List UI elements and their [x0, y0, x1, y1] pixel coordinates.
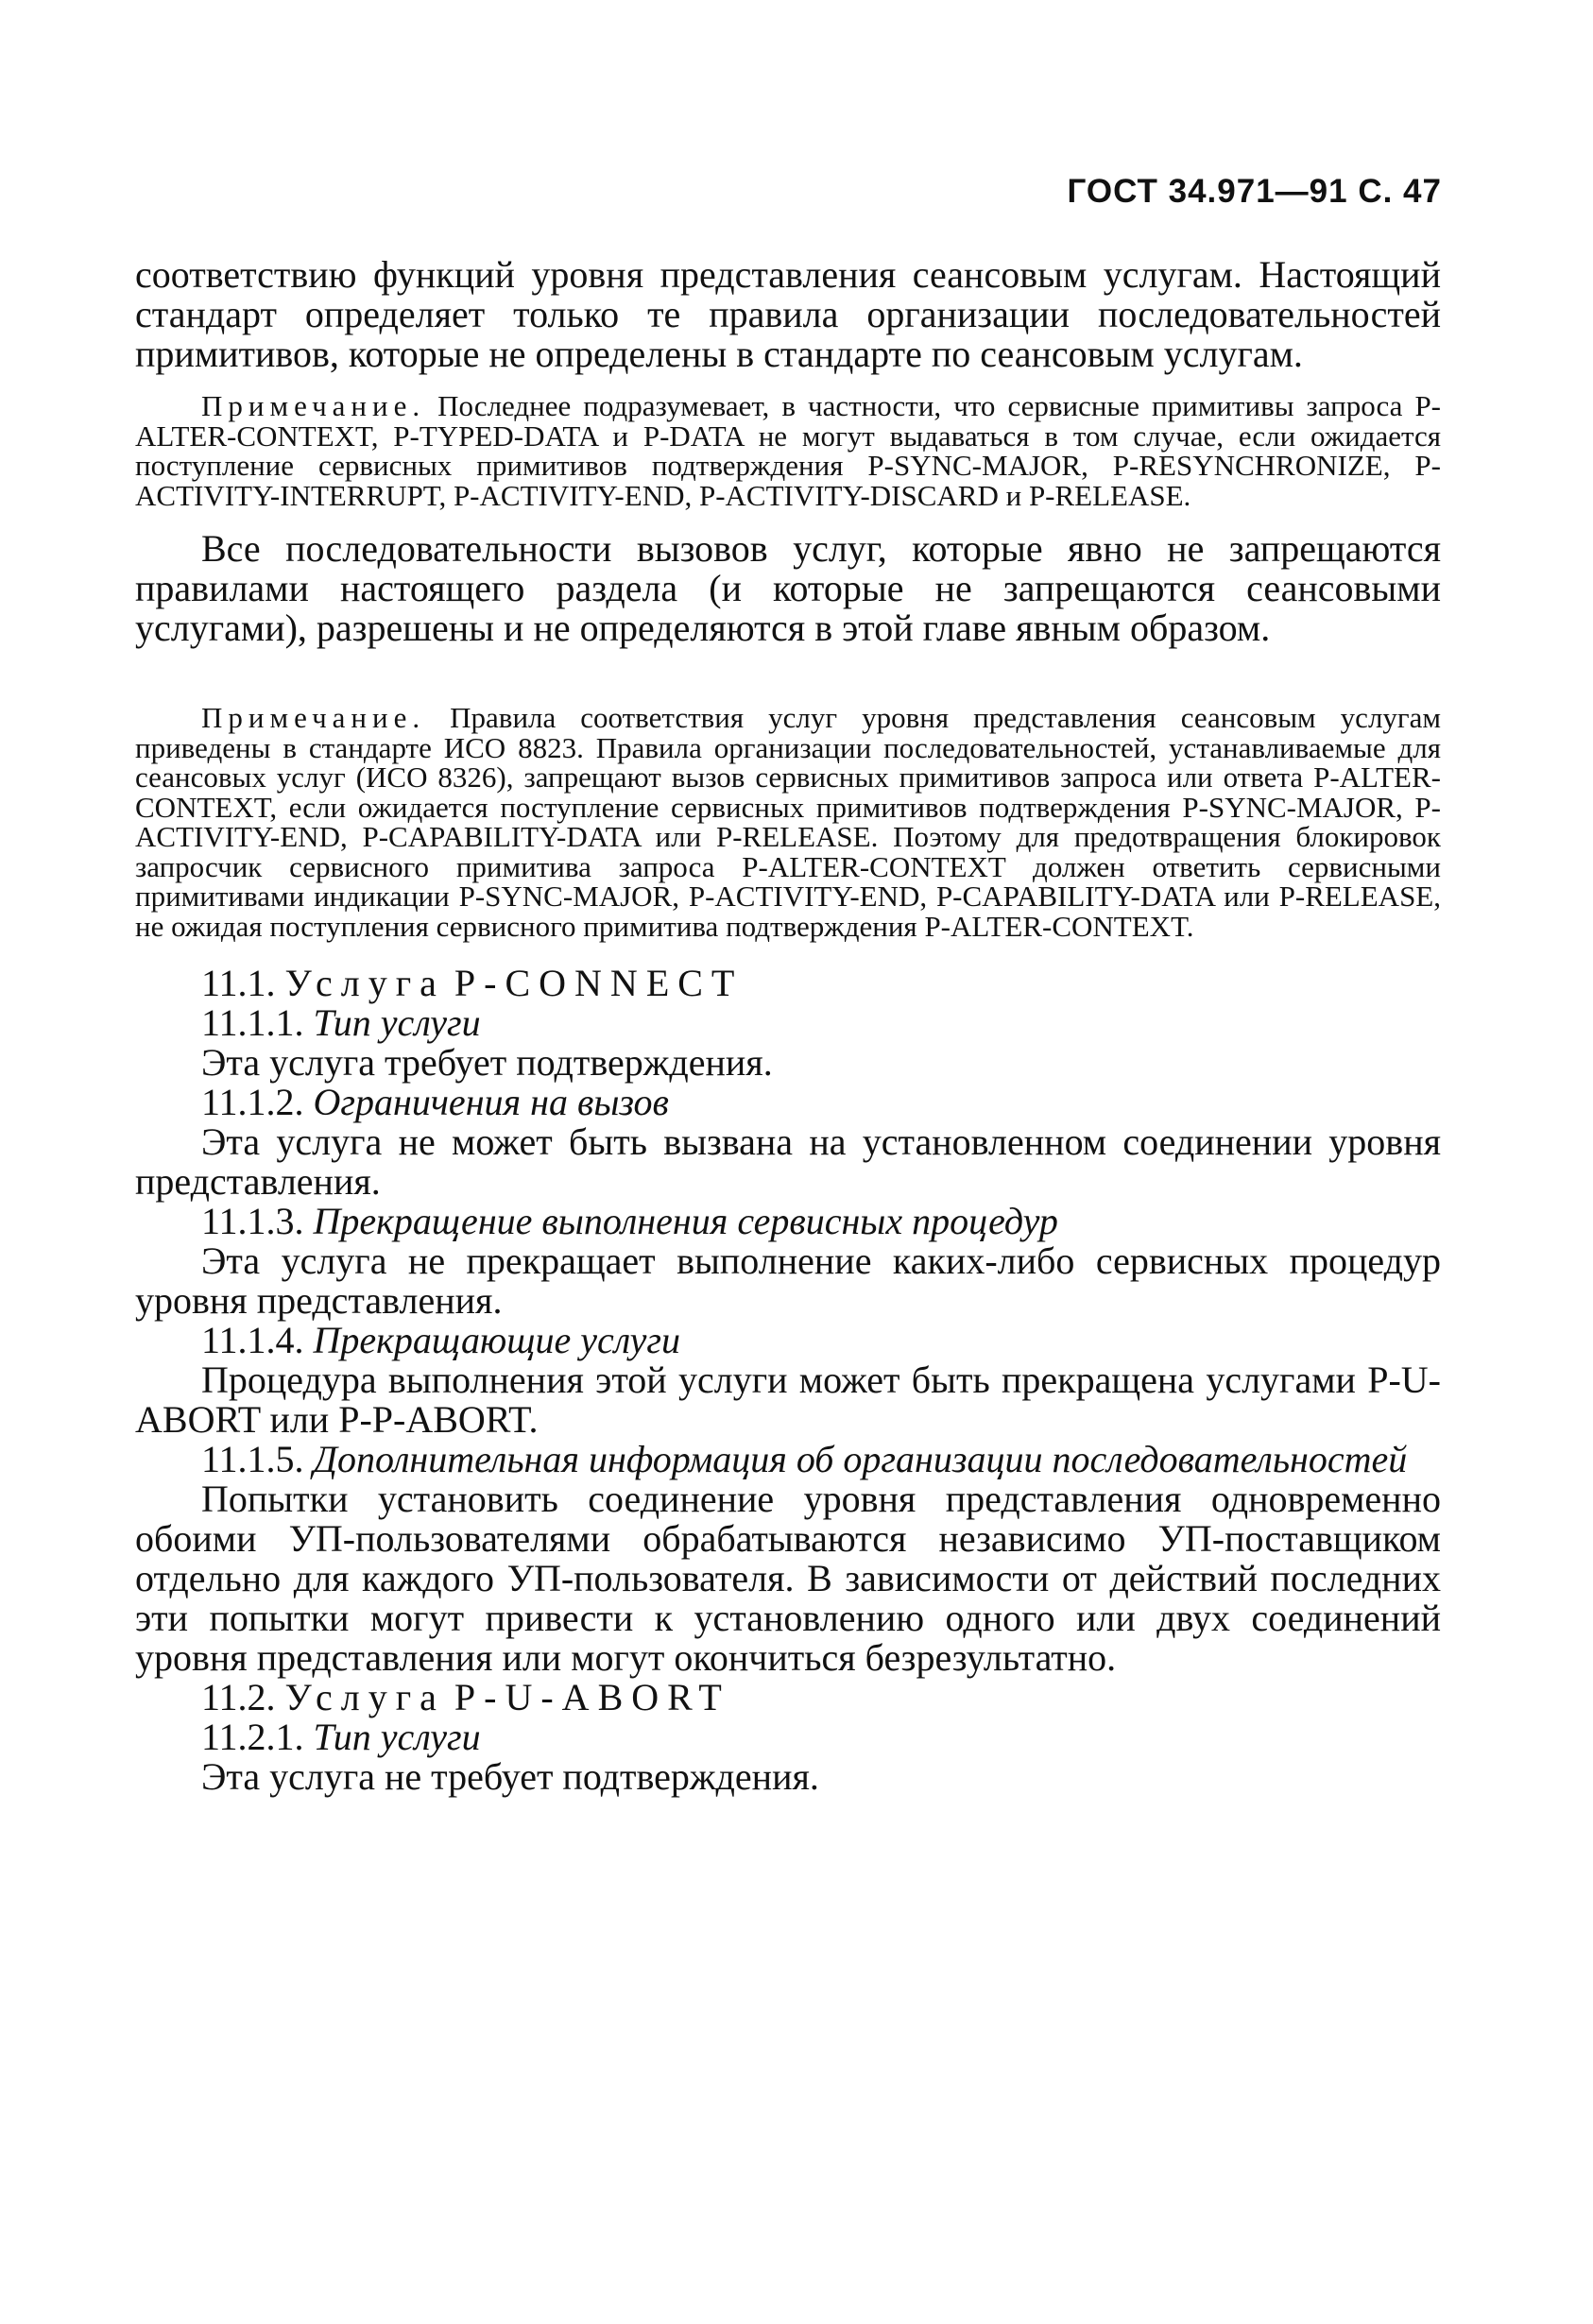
paragraph-2: Все последовательности вызовов услуг, которые явно не запрещаются правилами настоящего раздела (и которые не запрещаются сеансовыми услугами), разрешены и не определяются в этой главе явным образом. [135, 527, 1441, 649]
page-header: ГОСТ 34.971—91 С. 47 [1067, 173, 1442, 210]
subsection-11-1-3-heading [135, 1202, 1441, 1241]
section-11-1-name: P-CONNECT [454, 962, 744, 1004]
subsection-11-1-3-title: Прекращение выполнения сервисных процедур [313, 1200, 1058, 1242]
section-11-1-label: Услуга [284, 962, 445, 1004]
subsection-11-1-2-number: 11.1.2. [201, 1081, 304, 1123]
page-content [135, 255, 1441, 1797]
subsection-11-2-1-number: 11.2.1. [201, 1716, 304, 1758]
subsection-11-1-1-number: 11.1.1. [201, 1001, 304, 1044]
intro-paragraph: соответствию функций уровня представления сеансовым услугам. Настоящий стандарт определяет только те правила организации последовательностей примитивов, которые не определены в стандарте по сеансовым услугам. [135, 253, 1441, 375]
subsection-11-2-1-heading [135, 1717, 1441, 1757]
subsection-11-1-5-number: 11.1.5. [201, 1438, 304, 1480]
subsection-11-1-3-number: 11.1.3. [201, 1200, 304, 1242]
subsection-11-1-3-text: Эта услуга не прекращает выполнение каких-либо сервисных процедур уровня представления. [135, 1239, 1441, 1322]
subsection-11-1-4-text: Процедура выполнения этой услуги может быть прекращена услугами P-U-ABORT или P-P-ABORT. [135, 1359, 1441, 1441]
subsection-11-1-4-heading [135, 1321, 1441, 1360]
subsection-11-1-5-heading [135, 1440, 1441, 1479]
subsection-11-1-1-text: Эта услуга требует подтверждения. [201, 1041, 773, 1084]
subsection-11-1-2-text: Эта услуга не может быть вызвана на установленном соединении уровня представления. [135, 1120, 1441, 1203]
subsection-11-1-4-title: Прекращающие услуги [313, 1319, 680, 1361]
note-2-label: Примечание. [201, 701, 426, 734]
subsection-11-2-1-text: Эта услуга не требует подтверждения. [201, 1755, 819, 1798]
section-11-2-label: Услуга [284, 1676, 445, 1718]
subsection-11-2-1-title: Тип услуги [313, 1716, 481, 1758]
section-11-2-heading [135, 1678, 1441, 1717]
subsection-11-1-5-title: Дополнительная информация об организации последовательностей [313, 1438, 1408, 1480]
note-1 [135, 391, 1441, 510]
note-2-text: Правила соответствия услуг уровня представления сеансовым услугам приведены в стандарте ИСО 8823. Правила организации последовательностей, устанавливаемые для сеансовых услуг (ИСО 8326), запрещают вызов сервисных примитивов запроса или ответа P-ALTER-CONTEXT, если ожидается поступление сервисных примитивов подтверждения P-SYNC-MAJOR, P-ACTIVITY-END, P-CAPABILITY-DATA или P-RELEASE. Поэтому для предотвращения блокировок запросчик сервисного примитива запроса P-ALTER-CONTEXT должен ответить сервисными примитивами индикации P-SYNC-MAJOR, P-ACTIVITY-END, P-CAPABILITY-DATA или P-RELEASE, не ожидая поступления сервисного примитива подтверждения P-ALTER-CONTEXT. [135, 701, 1442, 943]
section-11-1-number: 11.1. [201, 962, 276, 1004]
note-1-label: Примечание. [201, 389, 426, 422]
note-2 [135, 703, 1441, 941]
subsection-11-1-4-number: 11.1.4. [201, 1319, 304, 1361]
note-1-text: Последнее подразумевает, в частности, что сервисные примитивы запроса P-ALTER-CONTEXT, P-TYPED-DATA и P-DATA не могут выдаваться в том случае, если ожидается поступление сервисных примитивов подтверждения P-SYNC-MAJOR, P-RESYNCHRONIZE, P-ACTIVITY-INTERRUPT, P-ACTIVITY-END, P-ACTIVITY-DISCARD и P-RELEASE. [135, 389, 1442, 512]
subsection-11-1-2-title: Ограничения на вызов [313, 1081, 669, 1123]
section-11-2-name: P-U-ABORT [454, 1676, 730, 1718]
subsection-11-1-5-text: Попытки установить соединение уровня представления одновременно обоими УП-пользователями обрабатываются независимо УП-поставщиком отдельно для каждого УП-пользователя. В зависимости от действий последних эти попытки могут привести к установлению одного или двух соединений уровня представления или могут окончиться безрезультатно. [135, 1478, 1441, 1679]
subsection-11-1-1-heading [135, 1003, 1441, 1043]
subsection-11-1-1-title: Тип услуги [313, 1001, 481, 1044]
section-11-2-number: 11.2. [201, 1676, 276, 1718]
subsection-11-1-2-heading [135, 1083, 1441, 1122]
section-11-1-heading [135, 964, 1441, 1003]
